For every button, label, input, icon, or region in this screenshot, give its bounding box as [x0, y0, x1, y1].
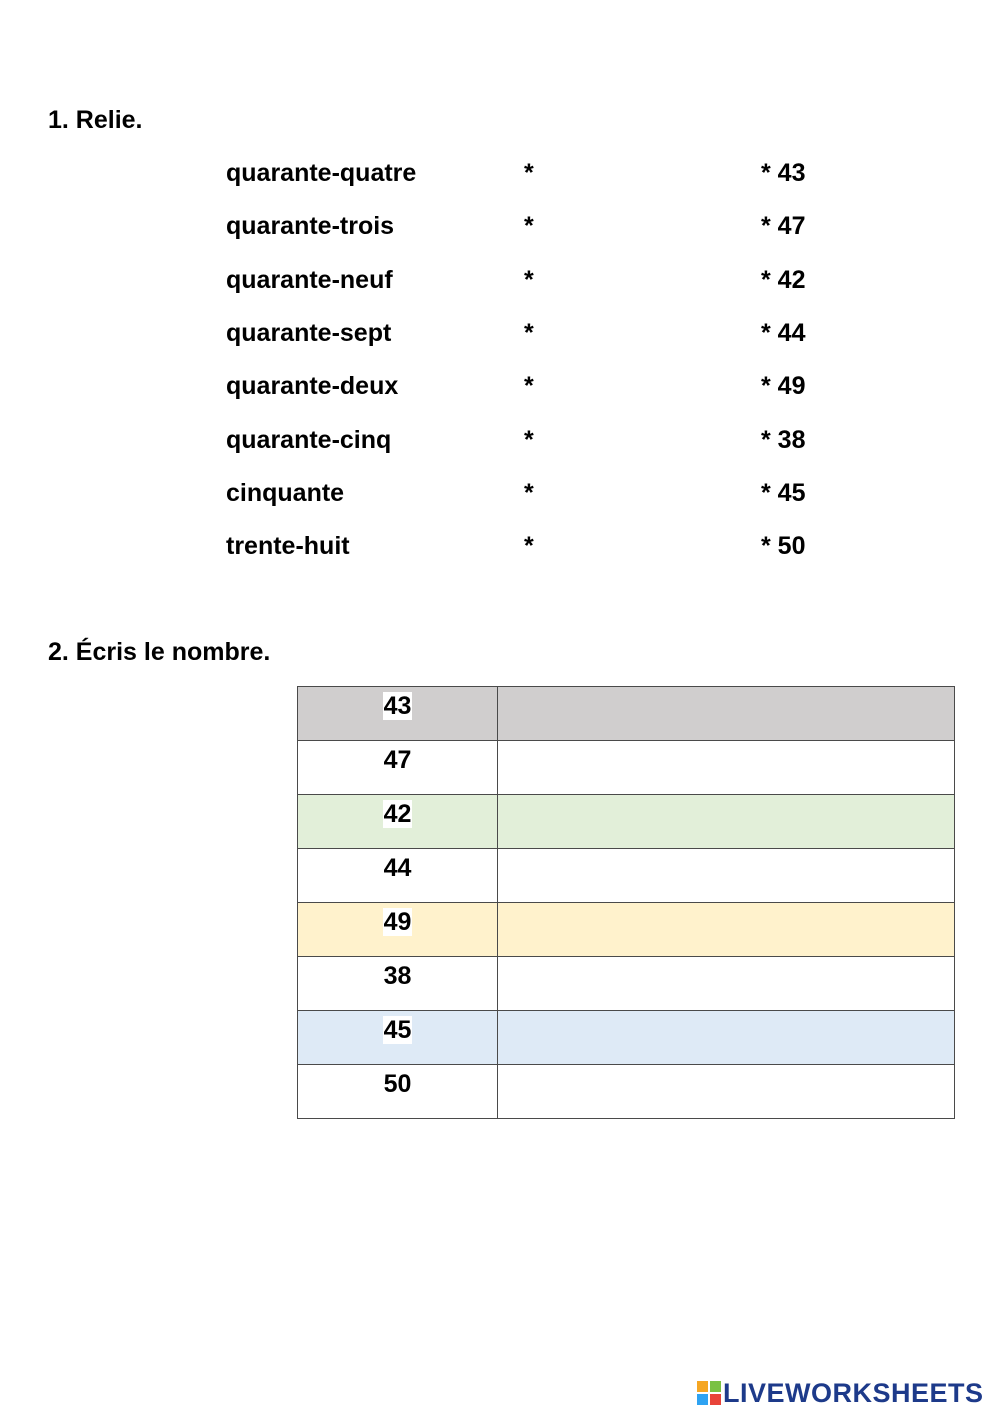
number-label: 50	[383, 1070, 412, 1098]
answer-input-cell[interactable]	[498, 687, 955, 741]
logo-block	[697, 1394, 708, 1405]
match-point-left[interactable]: *	[524, 266, 534, 294]
match-point-number[interactable]: * 42	[761, 266, 806, 294]
match-point-number[interactable]: * 44	[761, 319, 806, 347]
matching-row	[0, 318, 1000, 348]
table-row	[298, 957, 955, 1011]
matching-row	[0, 265, 1000, 295]
match-point-left[interactable]: *	[524, 319, 534, 347]
number-cell	[298, 849, 498, 903]
matching-row	[0, 371, 1000, 401]
match-point-left[interactable]: *	[524, 532, 534, 560]
table-row	[298, 741, 955, 795]
answer-input-cell[interactable]	[498, 795, 955, 849]
matching-word: quarante-neuf	[226, 266, 393, 294]
match-point-left[interactable]: *	[524, 159, 534, 187]
match-point-number[interactable]: * 47	[761, 212, 806, 240]
matching-word: cinquante	[226, 479, 345, 507]
match-point-number[interactable]: * 49	[761, 372, 806, 400]
number-cell	[298, 1065, 498, 1119]
liveworksheets-logo-icon	[697, 1381, 721, 1405]
number-label: 44	[383, 854, 412, 882]
number-cell	[298, 795, 498, 849]
answer-input-cell[interactable]	[498, 903, 955, 957]
logo-block	[710, 1394, 721, 1405]
matching-row	[0, 531, 1000, 561]
exercise-1-title: 1. Relie.	[48, 106, 143, 134]
answer-input-cell[interactable]	[498, 741, 955, 795]
number-label: 47	[383, 746, 412, 774]
number-cell	[298, 1011, 498, 1065]
answer-input-cell[interactable]	[498, 957, 955, 1011]
match-point-left[interactable]: *	[524, 479, 534, 507]
matching-word: quarante-sept	[226, 319, 392, 347]
number-cell	[298, 741, 498, 795]
number-cell	[298, 903, 498, 957]
match-point-number[interactable]: * 38	[761, 426, 806, 454]
table-row	[298, 1065, 955, 1119]
exercise-2-title: 2. Écris le nombre.	[48, 638, 271, 666]
logo-text: LIVEWORKSHEETS	[723, 1377, 984, 1408]
match-point-left[interactable]: *	[524, 426, 534, 454]
matching-word: quarante-cinq	[226, 426, 392, 454]
matching-row	[0, 211, 1000, 241]
match-point-left[interactable]: *	[524, 372, 534, 400]
answer-input-cell[interactable]	[498, 1011, 955, 1065]
match-point-number[interactable]: * 50	[761, 532, 806, 560]
match-point-number[interactable]: * 43	[761, 159, 806, 187]
table-row	[298, 849, 955, 903]
liveworksheets-logo	[697, 1377, 984, 1409]
number-label: 45	[383, 1016, 412, 1044]
number-label: 38	[383, 962, 412, 990]
number-label: 43	[383, 692, 412, 720]
logo-block	[697, 1381, 708, 1392]
match-point-left[interactable]: *	[524, 212, 534, 240]
matching-word: trente-huit	[226, 532, 350, 560]
match-point-number[interactable]: * 45	[761, 479, 806, 507]
matching-word: quarante-quatre	[226, 159, 417, 187]
matching-row	[0, 478, 1000, 508]
number-cell	[298, 687, 498, 741]
table-row	[298, 903, 955, 957]
logo-block	[710, 1381, 721, 1392]
number-label: 49	[383, 908, 412, 936]
matching-word: quarante-deux	[226, 372, 399, 400]
number-cell	[298, 957, 498, 1011]
table-row	[298, 795, 955, 849]
answer-input-cell[interactable]	[498, 1065, 955, 1119]
matching-word: quarante-trois	[226, 212, 395, 240]
number-writing-table	[297, 686, 955, 1119]
table-row	[298, 1011, 955, 1065]
number-label: 42	[383, 800, 412, 828]
matching-row	[0, 425, 1000, 455]
matching-row	[0, 158, 1000, 188]
table-row	[298, 687, 955, 741]
answer-input-cell[interactable]	[498, 849, 955, 903]
